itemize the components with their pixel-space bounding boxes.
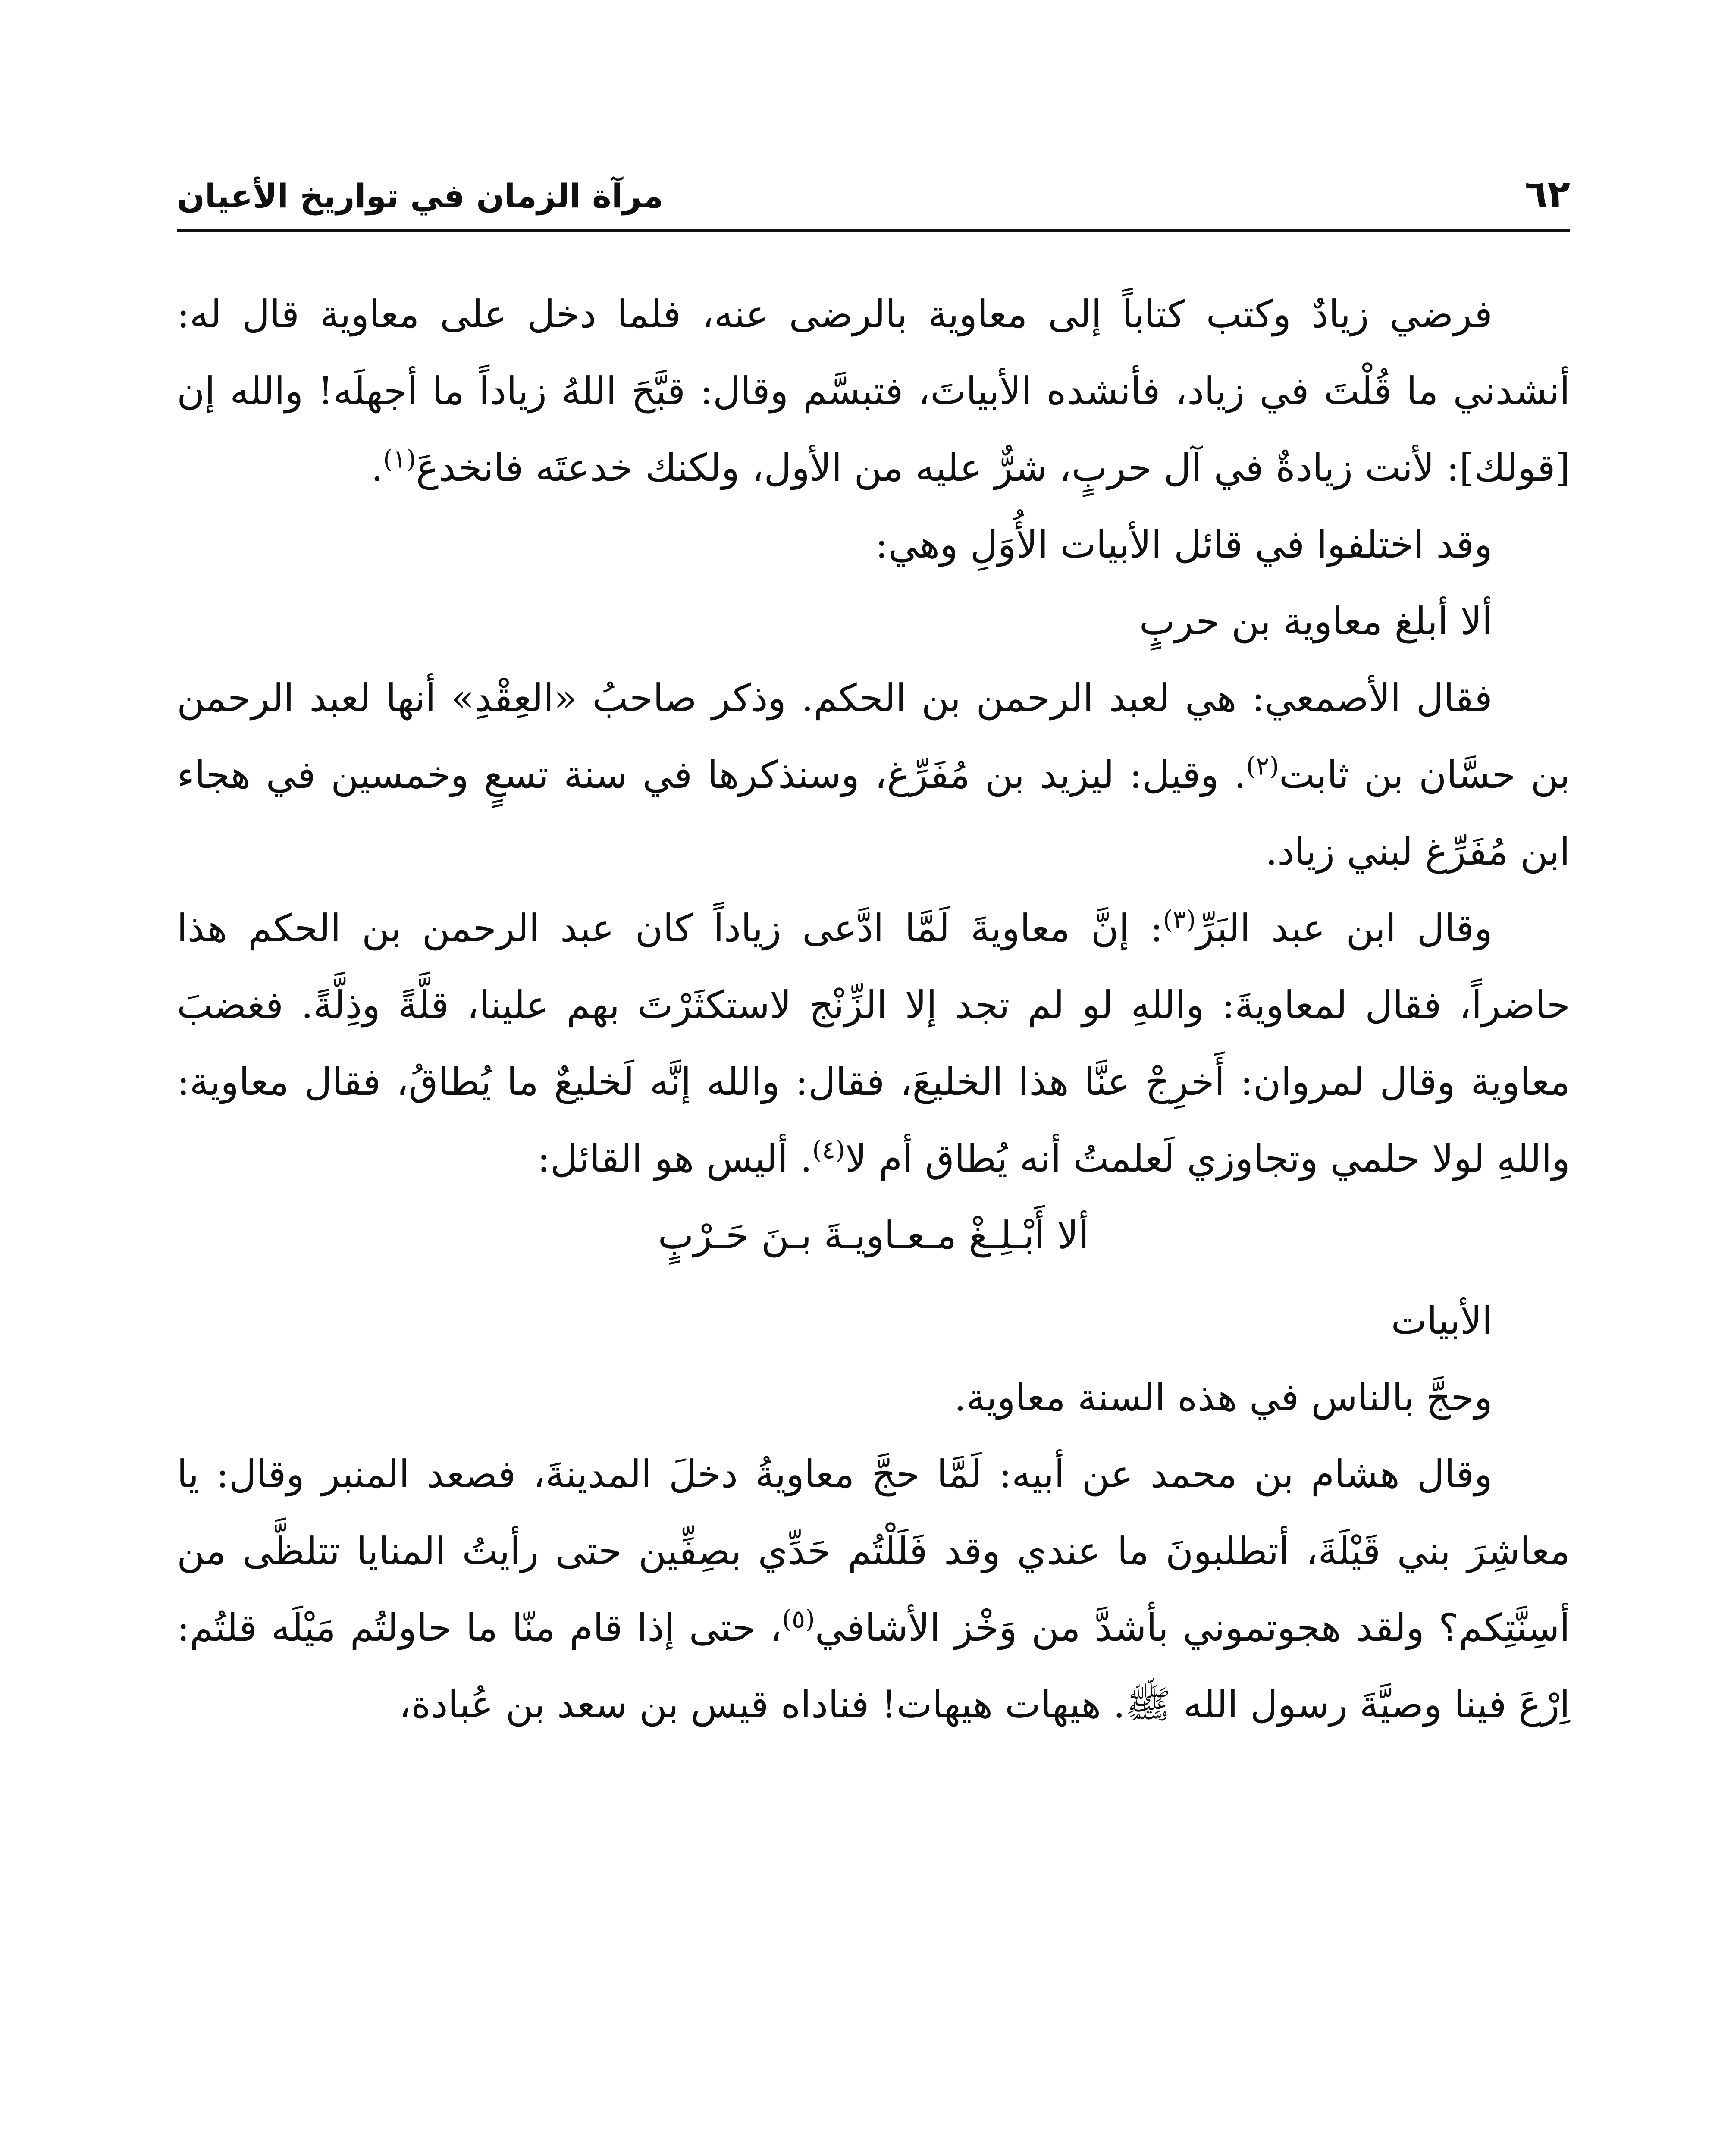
abyat-label: الأبيات — [1391, 1298, 1493, 1343]
verse-line-1: ألا أبلغ معاوية بن حربٍ — [1139, 599, 1493, 643]
footnote-ref-3: (٣) — [1163, 905, 1196, 934]
paragraph-2: وقد اختلفوا في قائل الأبيات الأُوَلِ وهي: — [875, 522, 1493, 567]
footnote-ref-2: (٢) — [1246, 751, 1279, 781]
page-number: ٦٢ — [1525, 172, 1570, 216]
verse-line-2: ألا أَبْـلِـغْ مـعـاويـةَ بـنَ حَـرْبٍ — [658, 1213, 1089, 1257]
footnote-ref-5: (٥) — [782, 1604, 815, 1634]
running-header — [177, 164, 1570, 232]
main-text — [177, 276, 1570, 1743]
paragraph-1: فرضي زيادٌ وكتب كتاباً إلى معاوية بالرضى عنه، فلما دخل على معاوية قال له: أنشدني ما قُلْتَ في زياد، فأنشده الأبياتَ، فتبسَّم وقال: قبَّحَ اللهُ زياداً ما أجهلَه! والله إن [قولك]: لأنت زيادةٌ في آل حربٍ، شرٌّ عليه من الأول، ولكنك خدعتَه فانخدعَ$^{(١)}$. — [177, 292, 1570, 490]
paragraph-6: وقال هشام بن محمد عن أبيه: لَمَّا حجَّ معاويةُ دخلَ المدينةَ، فصعد المنبر وقال: يا معاشِرَ بني قَيْلَةَ، أتطلبونَ ما عندي وقد فَلَلْتُم حَدِّي بصِفِّين حتى رأيتُ المنايا تتلظَّى من أسِنَّتِكم؟ ولقد هجوتموني بأشدَّ من وَخْز الأشافي$^{(٥)}$، حتى إذا قام منّا ما حاولتُم مَيْلَه قلتُم: اِرْعَ فينا وصيَّةَ رسول الله ﷺ. هيهات هيهات! فناداه قيس بن سعد بن عُبادة، — [177, 1452, 1570, 1727]
footnote-ref-1: (١) — [383, 444, 416, 474]
book-title: مرآة الزمان في تواريخ الأعيان — [177, 177, 664, 215]
paragraph-4: وقال ابن عبد البَرِّ$^{(٣)}$: إنَّ معاويةَ لَمَّا ادَّعى زياداً كان عبد الرحمن بن الحكم هذا حاضراً، فقال لمعاويةَ: واللهِ لو لم تجد إلا الزِّنْج لاستكثَرْتَ بهم علينا، قلَّةً وذِلَّةً. فغضبَ معاوية وقال لمروان: أَخرِجْ عنَّا هذا الخليعَ، فقال: والله إنَّه لَخليعٌ ما يُطاقُ، فقال معاوية: واللهِ لولا حلمي وتجاوزي لَعلمتُ أنه يُطاق أم لا$^{(٤)}$. أليس هو القائل: — [177, 905, 1570, 1181]
paragraph-3: فقال الأصمعي: هي لعبد الرحمن بن الحكم. وذكر صاحبُ «العِقْدِ» أنها لعبد الرحمن بن حسَّان بن ثابت$^{(٢)}$. وقيل: ليزيد بن مُفَرِّغ، وسنذكرها في سنة تسعٍ وخمسين في هجاء ابن مُفَرِّغ لبني زياد. — [177, 676, 1570, 874]
paragraph-5: وحجَّ بالناس في هذه السنة معاوية. — [954, 1375, 1493, 1420]
footnote-ref-4: (٤) — [812, 1135, 845, 1165]
